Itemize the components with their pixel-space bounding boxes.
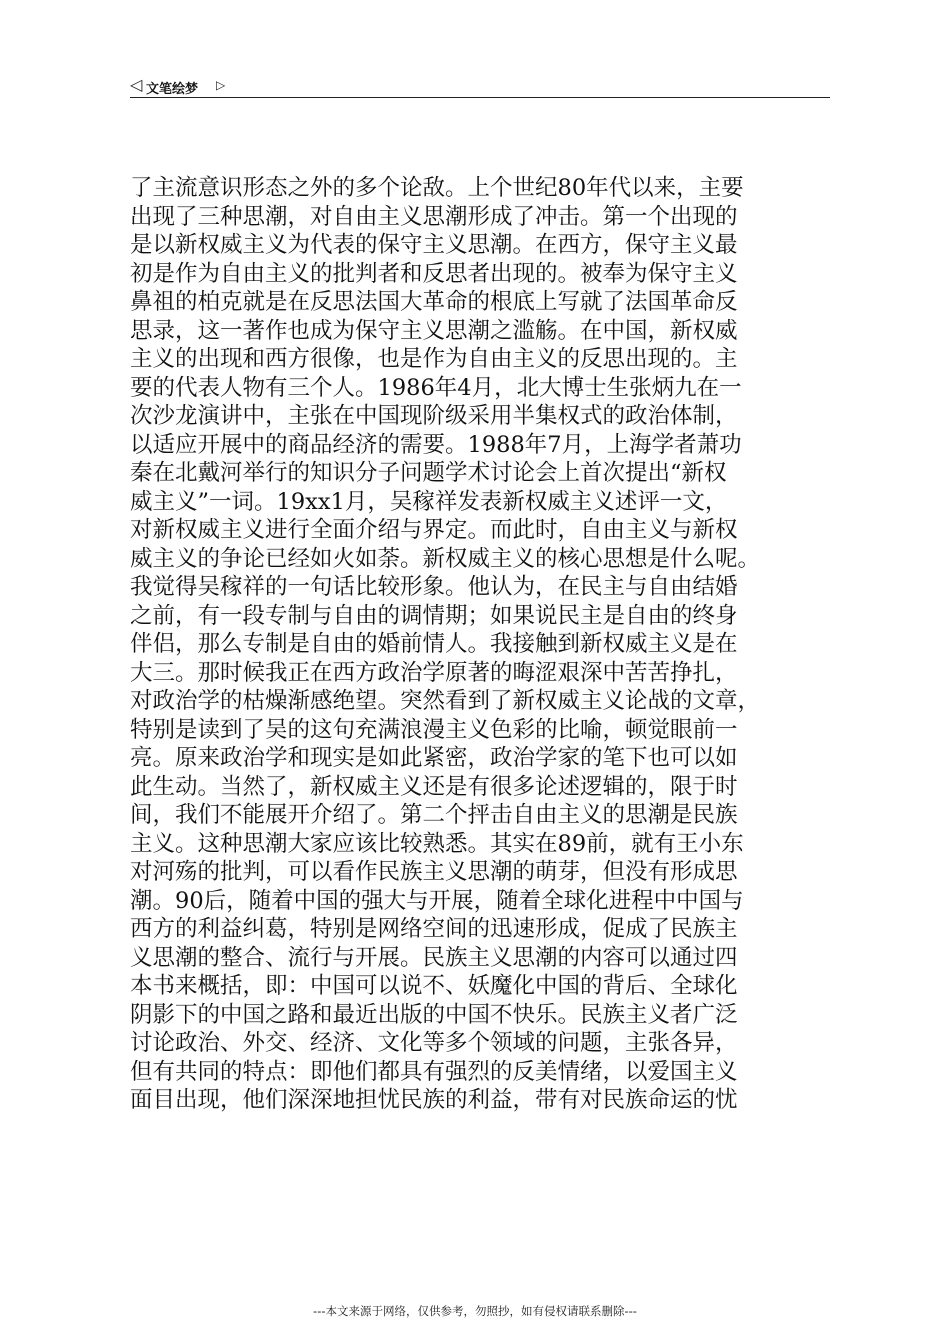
text-line: 了主流意识形态之外的多个论敌。上个世纪80年代以来，主要	[130, 175, 744, 201]
text-line: 以适应开展中的商品经济的需要。1988年7月，上海学者萧功	[130, 431, 742, 458]
text-line: 伴侣，那么专制是自由的婚前情人。我接触到新权威主义是在	[130, 631, 738, 657]
text-line: 亮。原来政治学和现实是如此紧密，政治学家的笔下也可以如	[130, 745, 738, 771]
text-line: 我觉得吴稼祥的一句话比较形象。他认为，在民主与自由结婚	[130, 574, 738, 600]
text-line: 主义的出现和西方很像，也是作为自由主义的反思出现的。主	[130, 346, 738, 372]
header-rule	[130, 97, 830, 98]
text-line: 阴影下的中国之路和最近出版的中国不快乐。民族主义者广泛	[130, 1001, 738, 1028]
text-line: 威主义”一词。19xx1月，吴稼祥发表新权威主义述评一文，	[130, 488, 728, 515]
text-line: 要的代表人物有三个人。1986年4月，北大博士生张炳九在一	[130, 374, 742, 401]
text-line: 但有共同的特点：即他们都具有强烈的反美情绪，以爱国主义	[130, 1058, 738, 1085]
text-line: 鼻祖的柏克就是在反思法国大革命的根底上写就了法国革命反	[130, 289, 738, 315]
text-line: 潮。90后，随着中国的强大与开展，随着全球化进程中中国与	[130, 887, 744, 914]
triangle-left-icon: ◁	[130, 75, 143, 94]
text-line: 次沙龙演讲中，主张在中国现阶级采用半集权式的政治体制，	[130, 403, 738, 429]
text-line: 对新权威主义进行全面介绍与界定。而此时，自由主义与新权	[130, 517, 738, 543]
document-body	[130, 174, 836, 1115]
brand-label: 文笔绘梦	[146, 82, 199, 97]
text-line: 对政治学的枯燥渐感绝望。突然看到了新权威主义论战的文章，	[130, 688, 761, 714]
page-header	[130, 76, 830, 98]
text-line: 思录，这一著作也成为保守主义思潮之滥觞。在中国，新权威	[130, 317, 738, 344]
text-line: 是以新权威主义为代表的保守主义思潮。在西方，保守主义最	[130, 232, 738, 258]
text-line: 此生动。当然了，新权威主义还是有很多论述逻辑的，限于时	[130, 773, 738, 800]
text-line: 间，我们不能展开介绍了。第二个抨击自由主义的思潮是民族	[130, 802, 738, 828]
triangle-right-icon: ▷	[216, 78, 226, 92]
text-line: 西方的利益纠葛，特别是网络空间的迅速形成，促成了民族主	[130, 916, 738, 942]
text-line: 秦在北戴河举行的知识分子问题学术讨论会上首次提出“新权	[130, 460, 727, 486]
text-line: 威主义的争论已经如火如荼。新权威主义的核心思想是什么呢。	[130, 545, 761, 572]
text-line: 对河殇的批判，可以看作民族主义思潮的萌芽，但没有形成思	[130, 859, 738, 885]
text-line: 义思潮的整合、流行与开展。民族主义思潮的内容可以通过四	[130, 944, 738, 971]
text-line: 讨论政治、外交、经济、文化等多个领域的问题，主张各异，	[130, 1030, 738, 1056]
text-line: 主义。这种思潮大家应该比较熟悉。其实在89前，就有王小东	[130, 830, 744, 857]
text-line: 大三。那时候我正在西方政治学原著的晦涩艰深中苦苦挣扎，	[130, 659, 738, 686]
text-line: 本书来概括，即：中国可以说不、妖魔化中国的背后、全球化	[130, 973, 738, 999]
footer-disclaimer: ---本文来源于网络，仅供参考，勿照抄，如有侵权请联系删除---	[313, 1304, 637, 1318]
text-line: 出现了三种思潮，对自由主义思潮形成了冲击。第一个出现的	[130, 203, 738, 230]
text-line: 初是作为自由主义的批判者和反思者出现的。被奉为保守主义	[130, 260, 738, 287]
text-line: 面目出现，他们深深地担忧民族的利益，带有对民族命运的忧	[130, 1087, 738, 1113]
text-line: 特别是读到了吴的这句充满浪漫主义色彩的比喻，顿觉眼前一	[130, 716, 738, 743]
text-line: 之前，有一段专制与自由的调情期；如果说民主是自由的终身	[130, 602, 738, 629]
